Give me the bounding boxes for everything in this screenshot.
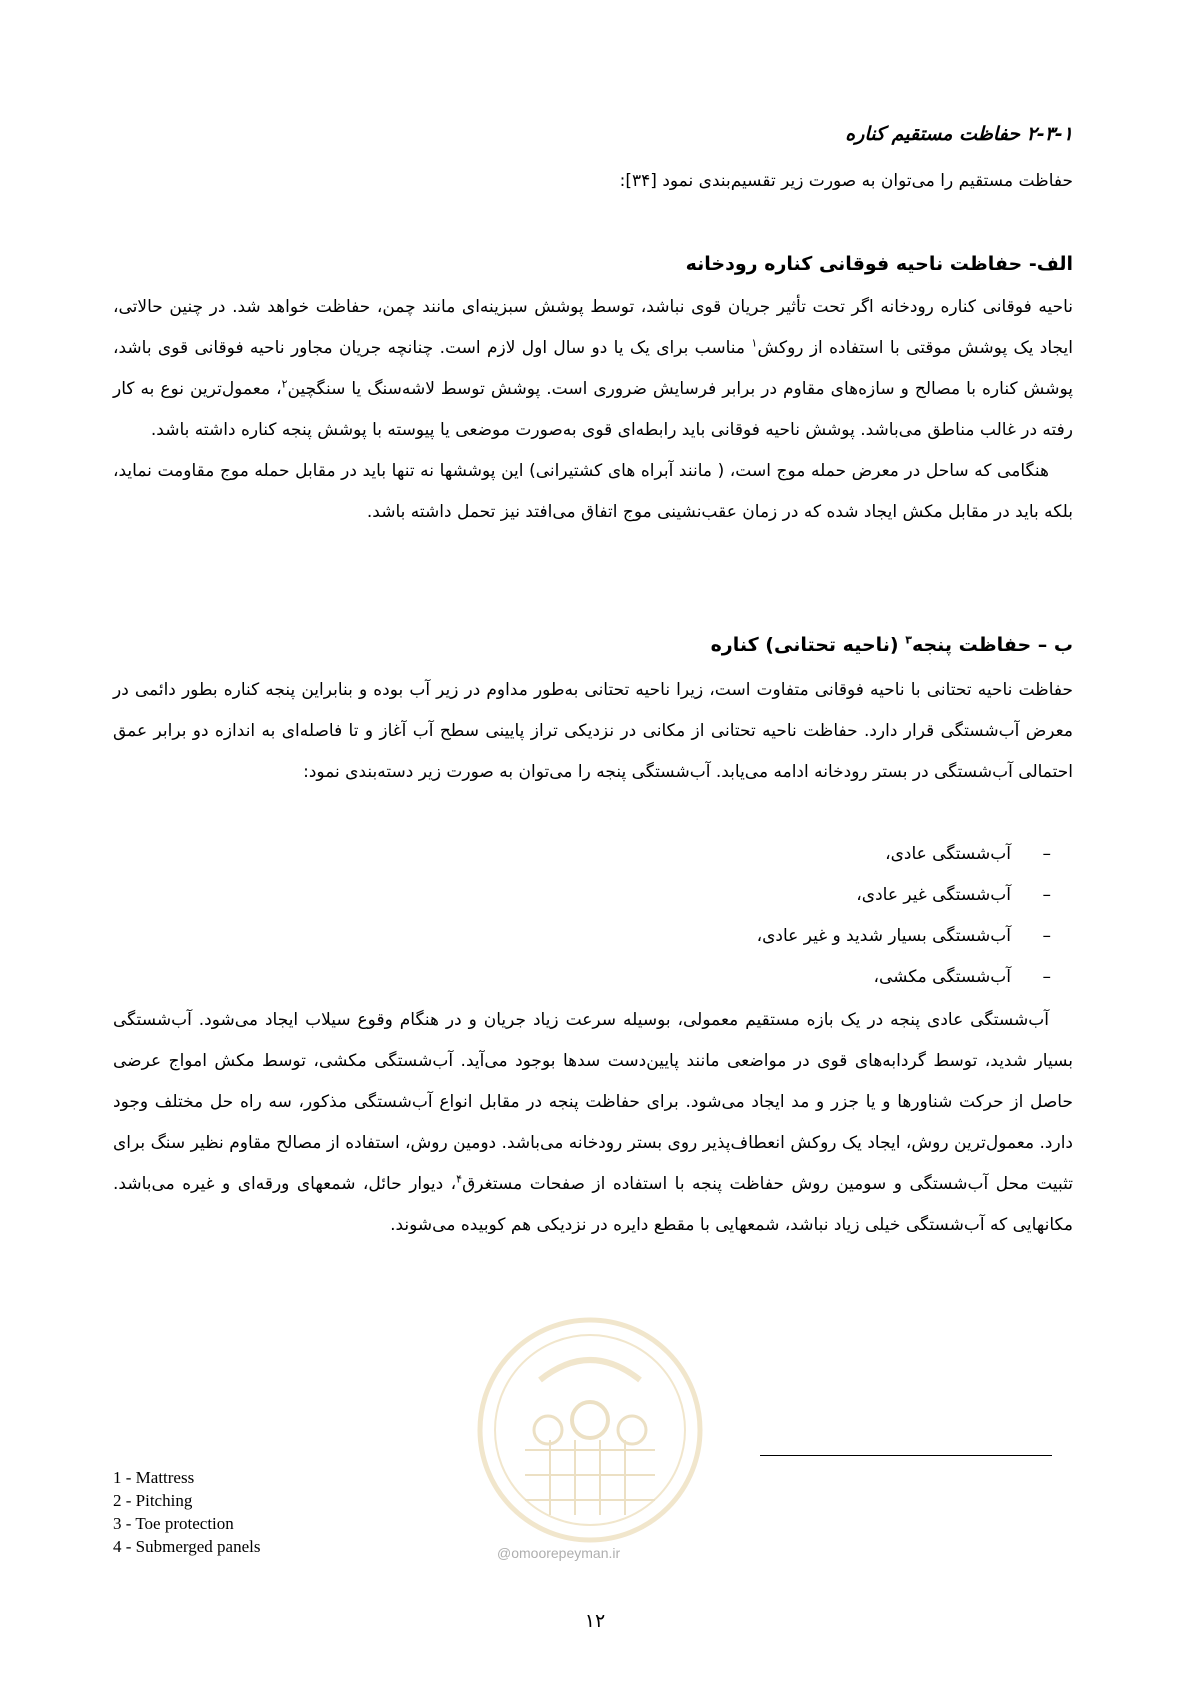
part-b-title-a: ب – حفاظت پنجه <box>911 634 1073 656</box>
bullet-mark: – <box>1042 967 1051 987</box>
footnote-ref-4: ۴ <box>456 1172 463 1186</box>
footnote-separator <box>760 1455 1052 1456</box>
watermark-url: @omoorepeyman.ir <box>497 1545 621 1561</box>
part-a-p1-b: مناسب برای یک یا دو سال اول لازم است. چنانچه جریان مجاور ناحیه فوقانی قوی باشد، پوشش کناره با مصالح و سازه‌های مقاوم در برابر فرسایش ضروری است. پوشش توسط لاشه‌سنگ یا سنگچین <box>113 338 1073 399</box>
part-b-p2-a: آب‌شستگی عادی پنجه در یک بازه مستقیم معمولی، بوسیله سرعت زیاد جریان و در هنگام وقوع سیلاب ایجاد می‌شود. آب‌شستگی بسیار شدید، توسط گردابه‌های قوی در مواضعی مانند پایین‌دست سدها بوجود می‌آید. آب‌شستگی مکشی، توسط مکش امواج عرضی حاصل از حرکت شناورها و یا جزر و مد ایجاد می‌شود. برای حفاظت پنجه در مقابل انواع آب‌شستگی مذکور، سه راه حل مختلف وجود دارد. معمول‌ترین روش، ایجاد یک روکش انعطاف‌پذیر روی بستر رودخانه می‌باشد. دومین روش، استفاده از مصالح مقاوم نظیر سنگ برای تثبیت محل آب‌شستگی و سومین روش حفاظت پنجه با استفاده از صفحات مستغرق <box>113 1010 1073 1194</box>
part-a-p1-c: ، معمول‌ترین نوع به کار رفته در غالب مناطق می‌باشد. پوشش ناحیه فوقانی باید رابطه‌ای قوی به‌صورت موضعی یا پیوسته با پوشش پنجه کناره داشته باشد. <box>113 379 1073 440</box>
footnote-ref-1: ۱ <box>751 336 758 350</box>
bullet-mark: – <box>1042 885 1051 905</box>
part-a-paragraph-2: هنگامی که ساحل در معرض حمله موج است، ( مانند آبراه های کشتیرانی) این پوششها نه تنها باید در مقابل حمله موج مقاومت نماید، بلکه باید در مقابل مکش ایجاد شده که در زمان عقب‌نشینی موج اتفاق می‌افتد نیز تحمل داشته باشد. <box>113 461 1073 522</box>
bullet-mark: – <box>1042 844 1051 864</box>
part-b-title-b: (ناحیه تحتانی) کناره <box>710 634 906 656</box>
list-item <box>113 957 1073 998</box>
scour-types-list <box>113 834 1073 998</box>
part-b-p2-b: ، دیوار حائل، شمعهای ورقه‌ای و غیره می‌باشد. مکانهایی که آب‌شستگی خیلی زیاد نباشد، شمعهایی با مقطع دایره در نزدیکی هم کوبیده می‌شوند. <box>113 1174 1073 1235</box>
footnote-ref-3: ۳ <box>905 633 912 647</box>
part-a-paragraph-1 <box>113 287 1073 451</box>
footnote-ref-2: ۲ <box>281 377 288 391</box>
list-item-text: آب‌شستگی بسیار شدید و غیر عادی، <box>756 926 1011 946</box>
list-item-text: آب‌شستگی عادی، <box>885 844 1011 864</box>
watermark-logo <box>470 1300 710 1560</box>
page-number: ۱۲ <box>584 1610 606 1632</box>
footnote-2: 2 - Pitching <box>113 1491 193 1510</box>
list-item <box>113 834 1073 875</box>
list-item-text: آب‌شستگی مکشی، <box>873 967 1011 987</box>
list-item-text: آب‌شستگی غیر عادی، <box>856 885 1011 905</box>
part-b-body-1 <box>113 670 1073 793</box>
bullet-mark: – <box>1042 926 1051 946</box>
footnote-3: 3 - Toe protection <box>113 1514 234 1533</box>
part-b-paragraph-2 <box>113 1000 1073 1246</box>
intro-paragraph <box>113 161 1073 202</box>
part-a-heading: الف- حفاظت ناحیه فوقانی کناره رودخانه <box>685 253 1073 275</box>
list-item <box>113 916 1073 957</box>
part-b-heading <box>113 634 1073 656</box>
section-heading: ۲-۳-۱ حفاظت مستقیم کناره <box>845 123 1073 145</box>
footnote-1: 1 - Mattress <box>113 1468 195 1487</box>
footnotes <box>113 1466 260 1558</box>
intro-text: حفاظت مستقیم را می‌توان به صورت زیر تقسیم‌بندی نمود [۳۴]: <box>619 171 1073 191</box>
part-b-paragraph-1: حفاظت ناحیه تحتانی با ناحیه فوقانی متفاوت است، زیرا ناحیه تحتانی به‌طور مداوم در زیر آب بوده و بنابراین پنجه کناره بطور دائمی در معرض آب‌شستگی قرار دارد. حفاظت ناحیه تحتانی از مکانی در نزدیکی تراز پایینی سطح آب آغاز و تا فاصله‌ای به اندازه دو برابر عمق احتمالی آب‌شستگی در بستر رودخانه ادامه می‌یابد. آب‌شستگی پنجه را می‌توان به صورت زیر دسته‌بندی نمود: <box>113 680 1073 782</box>
list-item <box>113 875 1073 916</box>
footnote-4: 4 - Submerged panels <box>113 1537 261 1556</box>
part-b-body-2 <box>113 1000 1073 1246</box>
part-a-body <box>113 287 1073 533</box>
part-a-p1-a: ناحیه فوقانی کناره رودخانه اگر تحت تأثیر جریان قوی نباشد، توسط پوشش سبزینه‌ای مانند چمن، حفاظت خواهد شد. در چنین حالاتی، ایجاد یک پوشش موقتی با استفاده از روکش <box>113 297 1073 358</box>
